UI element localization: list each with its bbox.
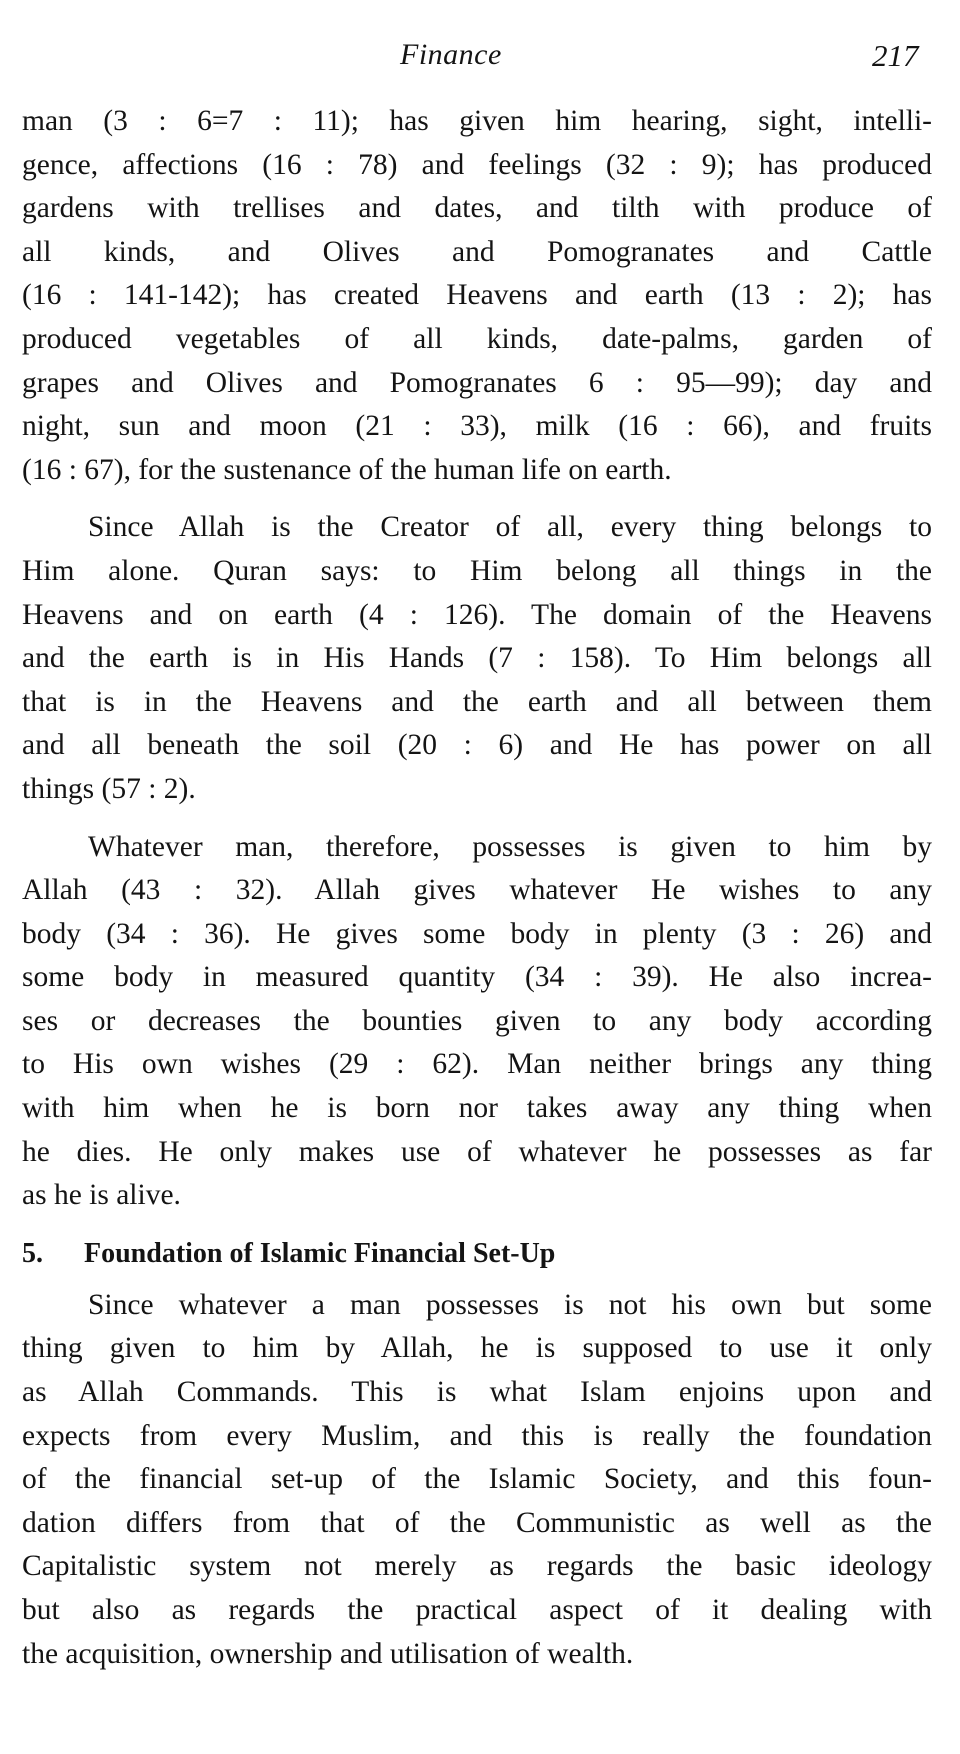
- text-line: he dies. He only makes use of whatever he possesses as far: [22, 1135, 932, 1168]
- text-line: thing given to him by Allah, he is supposed to use it only: [22, 1332, 932, 1365]
- running-header: [0, 38, 960, 78]
- text-line: to His own wishes (29 : 62). Man neither brings any thing: [22, 1048, 932, 1081]
- section-number: 5.: [22, 1237, 43, 1269]
- text-line: (16 : 67), for the sustenance of the human life on earth.: [22, 453, 672, 486]
- text-line: Since whatever a man possesses is not his own but some: [88, 1288, 932, 1321]
- text-line: man (3 : 6=7 : 11); has given him hearing, sight, intelli-: [22, 105, 932, 137]
- text-line: night, sun and moon (21 : 33), milk (16 : 66), and fruits: [22, 410, 932, 443]
- page-number: 217: [872, 38, 919, 73]
- text-line: but also as regards the practical aspect of it dealing with: [22, 1594, 932, 1626]
- paragraph-creator: [22, 506, 932, 811]
- text-line: Heavens and on earth (4 : 126). The domain of the Heavens: [22, 598, 932, 631]
- text-line: Him alone. Quran says: to Him belong all things in the: [22, 554, 932, 587]
- text-line: dation differs from that of the Communistic as well as the: [22, 1506, 932, 1539]
- section-title: Foundation of Islamic Financial Set-Up: [84, 1237, 556, 1269]
- text-line: produced vegetables of all kinds, date-palms, garden of: [22, 322, 932, 355]
- text-line: (16 : 141-142); has created Heavens and earth (13 : 2); has: [22, 279, 932, 312]
- paragraph-continued: [22, 100, 932, 492]
- text-line: Capitalistic system not merely as regards the basic ideology: [22, 1550, 932, 1583]
- text-line: the acquisition, ownership and utilisation of wealth.: [22, 1637, 634, 1670]
- running-title: Finance: [400, 38, 502, 71]
- text-line: as he is alive.: [22, 1179, 181, 1212]
- section-heading: [22, 1234, 932, 1274]
- text-line: grapes and Olives and Pomogranates 6 : 95—99); day and: [22, 366, 932, 399]
- paragraph-foundation: [22, 1284, 932, 1676]
- text-line: Since Allah is the Creator of all, every thing belongs to: [88, 511, 932, 544]
- text-line: with him when he is born nor takes away any thing when: [22, 1092, 932, 1125]
- text-line: gardens with trellises and dates, and tilth with produce of: [22, 192, 932, 225]
- text-line: some body in measured quantity (34 : 39). He also increa-: [22, 961, 932, 994]
- body-text: [22, 100, 932, 1676]
- text-line: body (34 : 36). He gives some body in plenty (3 : 26) and: [22, 917, 932, 950]
- text-line: Whatever man, therefore, possesses is given to him by: [88, 830, 932, 863]
- text-line: that is in the Heavens and the earth and all between them: [22, 685, 932, 718]
- text-line: of the financial set-up of the Islamic Society, and this foun-: [22, 1463, 932, 1496]
- text-line: expects from every Muslim, and this is really the foundation: [22, 1419, 932, 1452]
- text-line: things (57 : 2).: [22, 772, 196, 805]
- text-line: gence, affections (16 : 78) and feelings (32 : 9); has produced: [22, 148, 932, 181]
- paragraph-possessions: [22, 826, 932, 1218]
- text-line: and all beneath the soil (20 : 6) and He has power on all: [22, 729, 932, 762]
- text-line: Allah (43 : 32). Allah gives whatever He wishes to any: [22, 874, 932, 907]
- text-line: all kinds, and Olives and Pomogranates and Cattle: [22, 235, 932, 268]
- text-line: as Allah Commands. This is what Islam enjoins upon and: [22, 1376, 932, 1409]
- text-line: and the earth is in His Hands (7 : 158). To Him belongs all: [22, 642, 932, 675]
- text-line: ses or decreases the bounties given to any body according: [22, 1004, 932, 1037]
